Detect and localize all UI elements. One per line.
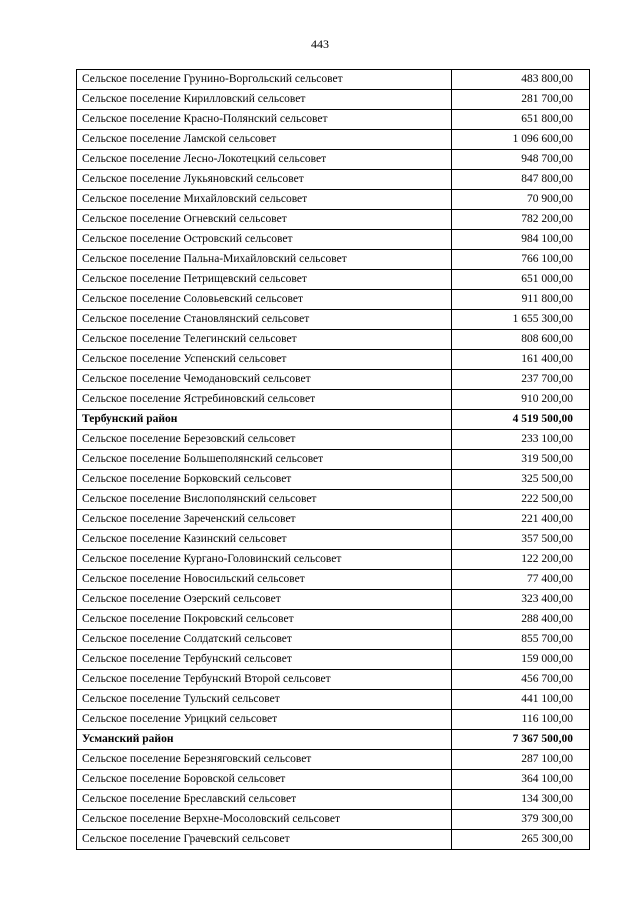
table-row [77, 770, 590, 790]
settlement-name: Сельское поселение Огневский сельсовет [77, 210, 452, 230]
district-row [77, 410, 590, 430]
settlement-amount: 134 300,00 [452, 790, 590, 810]
settlement-amount: 456 700,00 [452, 670, 590, 690]
settlement-amount: 161 400,00 [452, 350, 590, 370]
settlement-amount: 948 700,00 [452, 150, 590, 170]
settlement-amount: 77 400,00 [452, 570, 590, 590]
table-row [77, 210, 590, 230]
settlement-name: Сельское поселение Ястребиновский сельсовет [77, 390, 452, 410]
settlement-name: Сельское поселение Кургано-Головинский сельсовет [77, 550, 452, 570]
settlement-name: Сельское поселение Соловьевский сельсовет [77, 290, 452, 310]
table-row [77, 150, 590, 170]
table-row [77, 630, 590, 650]
settlement-amount: 122 200,00 [452, 550, 590, 570]
table-row [77, 490, 590, 510]
settlement-name: Сельское поселение Островский сельсовет [77, 230, 452, 250]
settlement-amount: 766 100,00 [452, 250, 590, 270]
settlement-name: Сельское поселение Березовский сельсовет [77, 430, 452, 450]
table-row [77, 710, 590, 730]
settlement-amount: 808 600,00 [452, 330, 590, 350]
table-row [77, 690, 590, 710]
table-row [77, 190, 590, 210]
table-row [77, 310, 590, 330]
table-row [77, 470, 590, 490]
settlement-name: Сельское поселение Становлянский сельсовет [77, 310, 452, 330]
allocation-table [76, 69, 590, 850]
settlement-name: Сельское поселение Тербунский сельсовет [77, 650, 452, 670]
settlement-amount: 70 900,00 [452, 190, 590, 210]
settlement-name: Сельское поселение Лесно-Локотецкий сельсовет [77, 150, 452, 170]
settlement-name: Сельское поселение Покровский сельсовет [77, 610, 452, 630]
settlement-amount: 847 800,00 [452, 170, 590, 190]
settlement-amount: 357 500,00 [452, 530, 590, 550]
table-row [77, 450, 590, 470]
settlement-amount: 325 500,00 [452, 470, 590, 490]
table-row [77, 650, 590, 670]
settlement-amount: 364 100,00 [452, 770, 590, 790]
settlement-amount: 984 100,00 [452, 230, 590, 250]
settlement-name: Сельское поселение Боровской сельсовет [77, 770, 452, 790]
table-row [77, 830, 590, 850]
table-row [77, 390, 590, 410]
settlement-amount: 116 100,00 [452, 710, 590, 730]
settlement-amount: 221 400,00 [452, 510, 590, 530]
settlement-amount: 855 700,00 [452, 630, 590, 650]
table-row [77, 570, 590, 590]
settlement-name: Сельское поселение Кирилловский сельсовет [77, 90, 452, 110]
table-row [77, 230, 590, 250]
settlement-name: Сельское поселение Тульский сельсовет [77, 690, 452, 710]
settlement-name: Сельское поселение Чемодановский сельсовет [77, 370, 452, 390]
table-row [77, 130, 590, 150]
district-name: Тербунский район [77, 410, 452, 430]
table-row [77, 530, 590, 550]
settlement-name: Сельское поселение Урицкий сельсовет [77, 710, 452, 730]
settlement-name: Сельское поселение Вислополянский сельсовет [77, 490, 452, 510]
settlement-name: Сельское поселение Зареченский сельсовет [77, 510, 452, 530]
settlement-name: Сельское поселение Борковский сельсовет [77, 470, 452, 490]
settlement-amount: 651 800,00 [452, 110, 590, 130]
settlement-amount: 288 400,00 [452, 610, 590, 630]
settlement-amount: 319 500,00 [452, 450, 590, 470]
settlement-name: Сельское поселение Солдатский сельсовет [77, 630, 452, 650]
settlement-name: Сельское поселение Березняговский сельсовет [77, 750, 452, 770]
table-row [77, 750, 590, 770]
settlement-amount: 281 700,00 [452, 90, 590, 110]
settlement-amount: 233 100,00 [452, 430, 590, 450]
settlement-amount: 1 096 600,00 [452, 130, 590, 150]
table-row [77, 350, 590, 370]
settlement-name: Сельское поселение Новосильский сельсовет [77, 570, 452, 590]
settlement-amount: 237 700,00 [452, 370, 590, 390]
table-row [77, 70, 590, 90]
table-row [77, 110, 590, 130]
settlement-name: Сельское поселение Ламской сельсовет [77, 130, 452, 150]
table-row [77, 250, 590, 270]
settlement-amount: 441 100,00 [452, 690, 590, 710]
table-row [77, 510, 590, 530]
table-row [77, 810, 590, 830]
settlement-name: Сельское поселение Грачевский сельсовет [77, 830, 452, 850]
table-row [77, 170, 590, 190]
settlement-amount: 651 000,00 [452, 270, 590, 290]
table-row [77, 290, 590, 310]
district-name: Усманский район [77, 730, 452, 750]
settlement-name: Сельское поселение Казинский сельсовет [77, 530, 452, 550]
table-row [77, 610, 590, 630]
settlement-amount: 483 800,00 [452, 70, 590, 90]
district-amount: 7 367 500,00 [452, 730, 590, 750]
settlement-name: Сельское поселение Михайловский сельсовет [77, 190, 452, 210]
settlement-amount: 323 400,00 [452, 590, 590, 610]
settlement-name: Сельское поселение Озерский сельсовет [77, 590, 452, 610]
settlement-amount: 1 655 300,00 [452, 310, 590, 330]
settlement-name: Сельское поселение Грунино-Воргольский сельсовет [77, 70, 452, 90]
settlement-name: Сельское поселение Телегинский сельсовет [77, 330, 452, 350]
settlement-name: Сельское поселение Большеполянский сельсовет [77, 450, 452, 470]
settlement-name: Сельское поселение Лукьяновский сельсовет [77, 170, 452, 190]
table-row [77, 590, 590, 610]
settlement-name: Сельское поселение Петрищевский сельсовет [77, 270, 452, 290]
settlement-name: Сельское поселение Бреславский сельсовет [77, 790, 452, 810]
settlement-name: Сельское поселение Красно-Полянский сельсовет [77, 110, 452, 130]
table-row [77, 670, 590, 690]
table-row [77, 550, 590, 570]
page-number: 443 [311, 37, 329, 51]
settlement-amount: 222 500,00 [452, 490, 590, 510]
settlement-amount: 782 200,00 [452, 210, 590, 230]
settlement-name: Сельское поселение Пальна-Михайловский сельсовет [77, 250, 452, 270]
settlement-amount: 287 100,00 [452, 750, 590, 770]
settlement-amount: 911 800,00 [452, 290, 590, 310]
district-amount: 4 519 500,00 [452, 410, 590, 430]
settlement-name: Сельское поселение Верхне-Мосоловский сельсовет [77, 810, 452, 830]
table-row [77, 370, 590, 390]
district-row [77, 730, 590, 750]
table-row [77, 790, 590, 810]
settlement-amount: 910 200,00 [452, 390, 590, 410]
table-row [77, 270, 590, 290]
allocation-table-body [77, 70, 590, 850]
settlement-name: Сельское поселение Успенский сельсовет [77, 350, 452, 370]
settlement-amount: 159 000,00 [452, 650, 590, 670]
table-row [77, 90, 590, 110]
settlement-amount: 379 300,00 [452, 810, 590, 830]
settlement-name: Сельское поселение Тербунский Второй сельсовет [77, 670, 452, 690]
table-row [77, 430, 590, 450]
settlement-amount: 265 300,00 [452, 830, 590, 850]
table-row [77, 330, 590, 350]
